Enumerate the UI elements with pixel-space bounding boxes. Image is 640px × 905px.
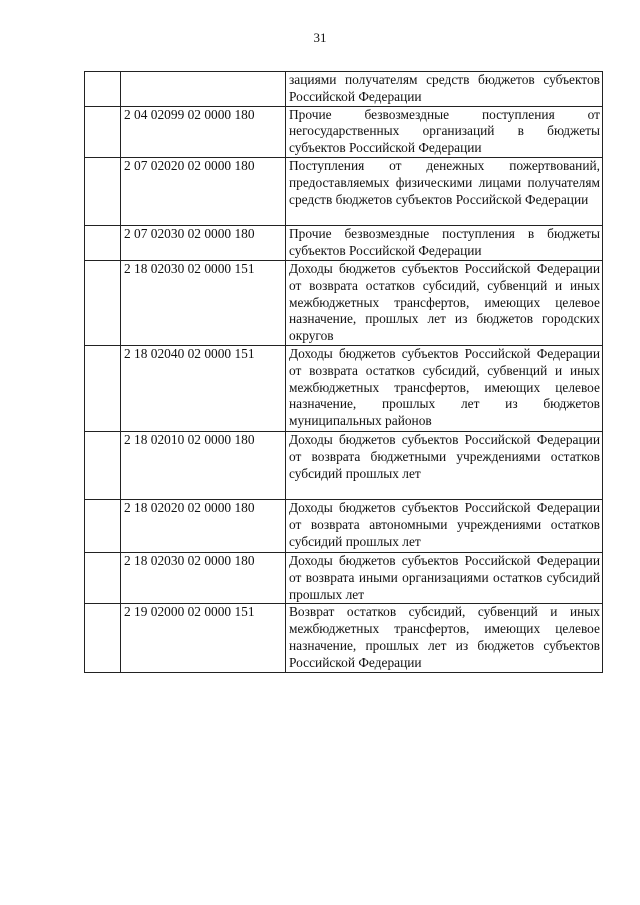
table-row xyxy=(85,72,603,107)
table-row xyxy=(85,431,603,499)
description-cell: Прочие безвозмездные поступления в бюджеты субъектов Российской Федерации xyxy=(286,225,603,260)
page-number: 31 xyxy=(313,30,327,45)
budget-code-cell: 2 19 02000 02 0000 151 xyxy=(121,604,286,673)
admin-code-cell xyxy=(85,552,121,603)
budget-codes-table xyxy=(84,71,603,673)
description-cell: Доходы бюджетов субъектов Российской Федерации от возврата остатков субсидий, субвенций и иных межбюджетных трансфертов, имеющих целевое назначение, прошлых лет из бюджетов муниципальных районов xyxy=(286,345,603,431)
admin-code-cell xyxy=(85,72,121,107)
budget-code-cell: 2 18 02010 02 0000 180 xyxy=(121,431,286,499)
table-row xyxy=(85,604,603,673)
description-cell: Доходы бюджетов субъектов Российской Федерации от возврата остатков субсидий, субвенций и иных межбюджетных трансфертов, имеющих целевое назначение, прошлых лет из бюджетов городских округов xyxy=(286,260,603,345)
budget-code-cell: 2 18 02030 02 0000 180 xyxy=(121,552,286,603)
table-row xyxy=(85,552,603,603)
table-row xyxy=(85,260,603,345)
description-cell: Поступления от денежных пожертвований, предоставляемых физическими лицами получателям средств бюджетов субъектов Российской Федерации xyxy=(286,157,603,225)
admin-code-cell xyxy=(85,345,121,431)
admin-code-cell xyxy=(85,260,121,345)
description-cell: Доходы бюджетов субъектов Российской Федерации от возврата иными организациями остатков субсидий прошлых лет xyxy=(286,552,603,603)
admin-code-cell xyxy=(85,106,121,157)
budget-code-cell: 2 04 02099 02 0000 180 xyxy=(121,106,286,157)
budget-code-cell: 2 07 02020 02 0000 180 xyxy=(121,157,286,225)
budget-code-cell xyxy=(121,72,286,107)
budget-code-cell: 2 18 02030 02 0000 151 xyxy=(121,260,286,345)
description-cell: Доходы бюджетов субъектов Российской Федерации от возврата бюджетными учреждениями остатков субсидий прошлых лет xyxy=(286,431,603,499)
description-cell: Доходы бюджетов субъектов Российской Федерации от возврата автономными учреждениями остатков субсидий прошлых лет xyxy=(286,499,603,552)
table-row xyxy=(85,499,603,552)
description-cell: зациями получателям средств бюджетов субъектов Российской Федерации xyxy=(286,72,603,107)
admin-code-cell xyxy=(85,604,121,673)
admin-code-cell xyxy=(85,157,121,225)
budget-code-cell: 2 18 02040 02 0000 151 xyxy=(121,345,286,431)
budget-code-cell: 2 18 02020 02 0000 180 xyxy=(121,499,286,552)
table-row xyxy=(85,225,603,260)
budget-code-cell: 2 07 02030 02 0000 180 xyxy=(121,225,286,260)
description-cell: Прочие безвозмездные поступления от негосударственных организаций в бюджеты субъектов Российской Федерации xyxy=(286,106,603,157)
table-row xyxy=(85,157,603,225)
table-row xyxy=(85,106,603,157)
description-cell: Возврат остатков субсидий, субвенций и иных межбюджетных трансфертов, имеющих целевое назначение, прошлых лет из бюджетов субъектов Российской Федерации xyxy=(286,604,603,673)
admin-code-cell xyxy=(85,499,121,552)
admin-code-cell xyxy=(85,431,121,499)
table-row xyxy=(85,345,603,431)
admin-code-cell xyxy=(85,225,121,260)
